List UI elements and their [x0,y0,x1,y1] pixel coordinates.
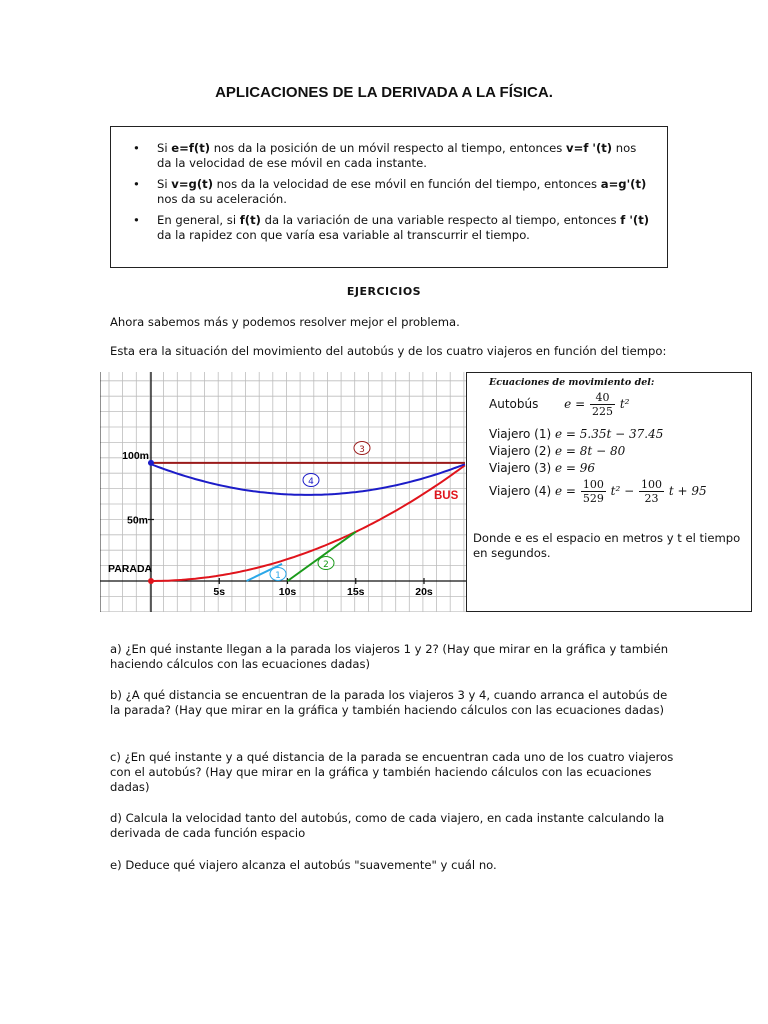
theory-formula: f '(t) [620,213,650,227]
intro-paragraph-1: Ahora sabemos más y podemos resolver mejor el problema. [110,315,460,329]
circle-label-1-text: 1 [275,571,281,581]
bus-label: BUS [434,490,459,502]
theory-text: nos da la posición de un móvil respecto al tiempo, entonces [210,141,567,155]
equation-traveler-2 [489,444,625,458]
y-label-parada: PARADA [108,563,153,575]
equation-traveler-4 [489,478,707,505]
equation-traveler-3 [489,461,595,475]
equations-box [466,372,752,612]
theory-text: En general, si [157,213,240,227]
equation-bus-lhs: e = [564,397,586,411]
bullet-icon: • [133,177,140,191]
equations-note: Donde e es el espacio en metros y t el tiempo en segundos. [473,531,741,560]
theory-text: nos da la velocidad de ese móvil en cada instante. [157,141,637,170]
equation-bus-numerator: 40 [590,391,615,405]
intro-paragraph-2: Esta era la situación del movimiento del autobús y de los cuatro viajeros en función del tiempo: [110,344,667,358]
equation-traveler-4-numerator-1: 100 [582,478,604,491]
equation-traveler-4-lhs: e = [555,484,576,498]
page-title: APLICACIONES DE LA DERIVADA A LA FÍSICA. [215,84,553,101]
equation-traveler-4-numerator-2: 100 [641,478,662,491]
theory-formula: f(t) [239,213,261,227]
equation-traveler-1-expr: e = 5.35t − 37.45 [555,427,664,441]
x-label-5s: 5s [213,586,226,598]
y-label-50m [127,515,148,527]
theory-item [111,213,667,243]
equation-bus-denominator: 225 [591,405,613,418]
equation-bus [489,391,629,418]
theory-text: da la variación de una variable respecto al tiempo, entonces [260,213,621,227]
equation-bus-var: t² [619,397,630,411]
x-label-20s: 20s [415,586,433,598]
equation-traveler-2-expr: e = 8t − 80 [555,444,626,458]
equation-traveler-3-label: Viajero (3) [489,461,552,475]
theory-formula: e=f(t) [171,141,211,155]
y-label-100m-text: 100m [122,449,149,462]
theory-list [111,141,667,249]
theory-text: nos da su aceleración. [157,192,287,206]
theory-formula: v=f '(t) [566,141,613,155]
equation-traveler-4-fraction-2 [639,478,664,505]
theory-text: Si [157,141,172,155]
equation-traveler-4-denominator-2: 23 [644,492,659,505]
bullet-icon: • [133,141,140,155]
circle-label-3-text: 3 [359,445,365,455]
theory-box [110,126,668,268]
x-label-15s: 15s [346,586,365,598]
equation-traveler-4-label: Viajero (4) [489,484,552,498]
equation-bus-label: Autobús [489,397,539,411]
equation-traveler-1-label: Viajero (1) [489,427,552,441]
question-a: a) ¿En qué instante llegan a la parada los viajeros 1 y 2? (Hay que mirar en la gráfica y también haciendo cálculos con las ecuaciones dadas) [110,642,669,671]
circle-label-3 [354,442,370,456]
circle-label-1 [270,568,286,582]
equation-traveler-4-denominator-1: 529 [582,492,604,505]
start-point-parada [148,578,154,584]
theory-formula: v=g(t) [171,177,213,191]
equations-heading: Ecuaciones de movimiento del: [489,377,655,388]
x-label-10s: 10s [278,586,297,598]
equation-traveler-1 [489,427,663,441]
question-d: d) Calcula la velocidad tanto del autobús, como de cada viajero, en cada instante calculando la derivada de cada función espacio [110,811,665,840]
y-label-100m [122,450,149,462]
circle-label-2-text: 2 [323,560,329,570]
equation-traveler-2-label: Viajero (2) [489,444,552,458]
circle-label-4 [303,474,319,488]
circle-label-2 [318,557,334,571]
y-label-50m-text: 50m [126,514,148,527]
equation-traveler-4-tail: t + 95 [668,484,707,498]
equation-bus-fraction [590,391,615,418]
exercises-title: EJERCICIOS [346,285,422,298]
motion-graph [100,372,466,612]
circle-label-4-text: 4 [308,477,314,487]
question-e: e) Deduce qué viajero alcanza el autobús "suavemente" y cuál no. [110,858,497,872]
question-b: b) ¿A qué distancia se encuentran de la parada los viajeros 3 y 4, cuando arranca el autobús de la parada? (Hay que mirar en la gráfica y también haciendo cálculos con las ecuaciones dadas) [110,688,668,717]
theory-text: Si [157,177,172,191]
theory-item [111,141,667,171]
theory-item [111,177,667,207]
theory-formula: a=g'(t) [600,177,647,191]
question-c: c) ¿En qué instante y a qué distancia de la parada se encuentran cada uno de los cuatro viajeros con el autobús? (Hay que mirar en la gráfica y también haciendo cálculos con las ecuaciones dadas) [110,750,674,794]
equation-traveler-3-expr: e = 96 [555,461,596,475]
bullet-icon: • [133,213,140,227]
equation-traveler-4-fraction-1 [581,478,606,505]
equation-traveler-4-mid: t² − [610,484,635,498]
theory-text: da la rapidez con que varía esa variable al transcurrir el tiempo. [157,228,530,242]
theory-text: nos da la velocidad de ese móvil en función del tiempo, entonces [213,177,601,191]
